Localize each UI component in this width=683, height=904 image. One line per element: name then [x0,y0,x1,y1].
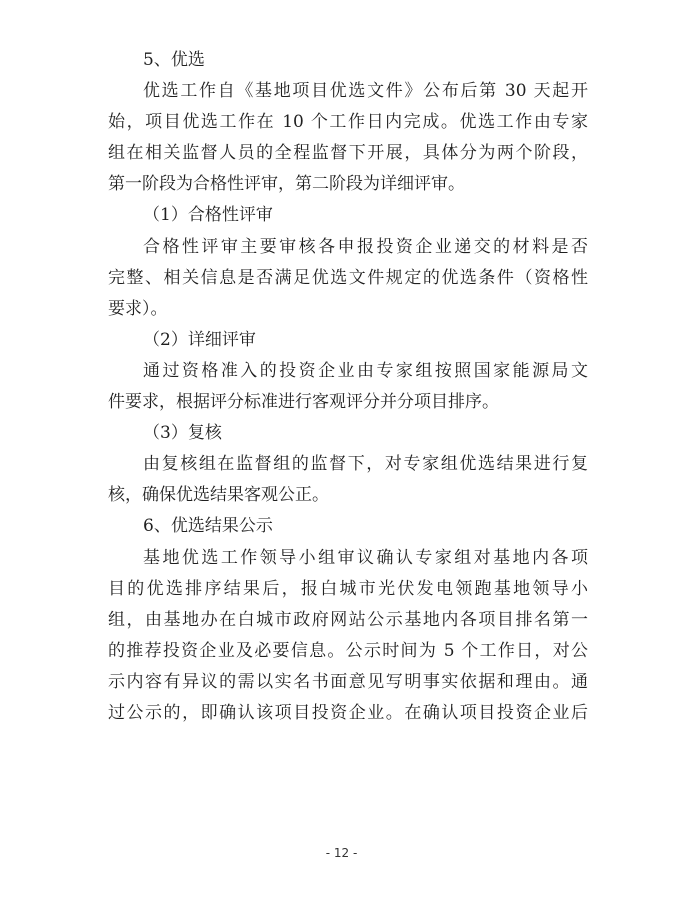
section-heading: 6、优选结果公示 [143,516,273,537]
text-line: 完整、相关信息是否满足优选文件规定的优选条件（资格性 [108,267,588,288]
text-line: 优选工作自《基地项目优选文件》公布后第 30 天起开 [143,81,588,102]
text-line: 的推荐投资企业及必要信息。公示时间为 5 个工作日，对公 [108,640,588,661]
text-line: 组，由基地办在白城市政府网站公示基地内各项目排名第一 [108,609,588,630]
text-line: 核，确保优选结果客观公正。 [108,485,329,506]
document-body [108,45,588,729]
section-heading: （2）详细评审 [143,329,256,350]
section-heading: （3）复核 [143,423,222,444]
text-line: 始，项目优选工作在 10 个工作日内完成。优选工作由专家 [108,112,588,133]
page-number: - 12 - [325,846,358,860]
text-line: 合格性评审主要审核各申报投资企业递交的材料是否 [143,236,588,257]
text-line: 目的优选排序结果后，报白城市光伏发电领跑基地领导小 [108,578,588,599]
section-heading: （1）合格性评审 [143,205,273,226]
text-line: 件要求，根据评分标准进行客观评分并分项目排序。 [108,392,499,413]
text-line: 过公示的，即确认该项目投资企业。在确认项目投资企业后 [108,702,588,723]
text-line: 由复核组在监督组的监督下，对专家组优选结果进行复 [143,454,588,475]
text-line: 要求）。 [108,298,168,319]
text-line: 组在相关监督人员的全程监督下开展，具体分为两个阶段， [108,143,588,164]
text-line: 基地优选工作领导小组审议确认专家组对基地内各项 [143,547,588,568]
text-line: 示内容有异议的需以实名书面意见写明事实依据和理由。通 [108,671,588,692]
text-line: 通过资格准入的投资企业由专家组按照国家能源局文 [143,360,588,381]
section-heading: 5、优选 [143,50,205,70]
text-line: 第一阶段为合格性评审，第二阶段为详细评审。 [108,174,465,195]
